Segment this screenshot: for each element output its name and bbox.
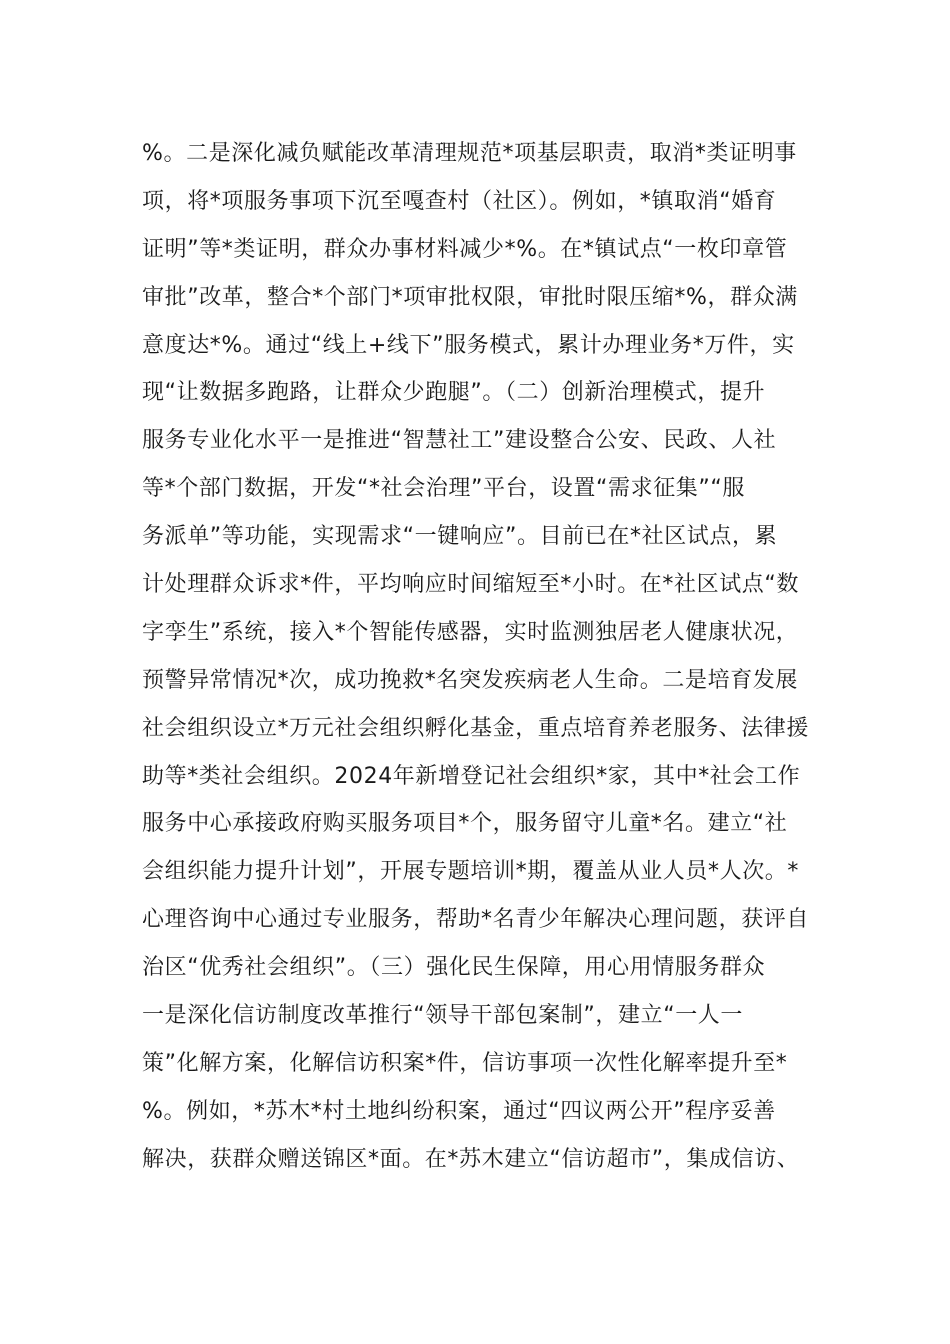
text-line: %。二是深化减负赋能改革清理规范*项基层职责，取消*类证明事	[142, 141, 797, 166]
text-line: 证明”等*类证明，群众办事材料减少*%。在*镇试点“一枚印章管	[142, 236, 788, 262]
text-line: 治区“优秀社会组织”。（三）强化民生保障，用心用情服务群众	[142, 955, 766, 981]
text-line: 会组织能力提升计划”，开展专题培训*期，覆盖从业人员*人次。*	[142, 859, 799, 885]
text-line: 意度达*%。通过“线上+线下”服务模式，累计办理业务*万件，实	[142, 332, 795, 358]
text-line: 计处理群众诉求*件，平均响应时间缩短至*小时。在*社区试点“数	[142, 572, 799, 598]
text-line: 服务专业化水平一是推进“智慧社工”建设整合公安、民政、人社	[142, 428, 777, 454]
text-line: 项，将*项服务事项下沉至嘎查村（社区）。例如，*镇取消“婚育	[142, 188, 777, 214]
text-line: 一是深化信访制度改革推行“领导干部包案制”，建立“一人一	[142, 1003, 743, 1029]
text-line: 等*个部门数据，开发“*社会治理”平台，设置“需求征集”“服	[142, 476, 745, 502]
text-line: 解决，获群众赠送锦区*面。在*苏木建立“信访超市”，集成信访、	[142, 1146, 800, 1172]
text-line: 服务中心承接政府购买服务项目*个，服务留守儿童*名。建立“社	[142, 811, 788, 837]
text-line: 审批”改革，整合*个部门*项审批权限，审批时限压缩*%，群众满	[142, 284, 798, 310]
text-line: 现“让数据多跑路，让群众少跑腿”。（二）创新治理模式，提升	[142, 380, 766, 406]
text-line: 字孪生”系统，接入*个智能传感器，实时监测独居老人健康状况，	[142, 619, 799, 645]
text-line: 策”化解方案，化解信访积案*件，信访事项一次性化解率提升至*	[142, 1050, 788, 1076]
text-line: 务派单”等功能，实现需求“一键响应”。目前已在*社区试点，累	[142, 524, 778, 550]
text-line: 预警异常情况*次，成功挽救*名突发疾病老人生命。二是培育发展	[142, 667, 799, 693]
text-line: 助等*类社会组织。2024年新增登记社会组织*家，其中*社会工作	[142, 763, 801, 789]
text-line: 心理咨询中心通过专业服务，帮助*名青少年解决心理问题，获评自	[142, 907, 810, 933]
text-line: %。例如，*苏木*村土地纠纷积案，通过“四议两公开”程序妥善	[142, 1098, 776, 1124]
text-line: 社会组织设立*万元社会组织孵化基金，重点培育养老服务、法律援	[142, 715, 810, 741]
body-text	[142, 130, 832, 1184]
